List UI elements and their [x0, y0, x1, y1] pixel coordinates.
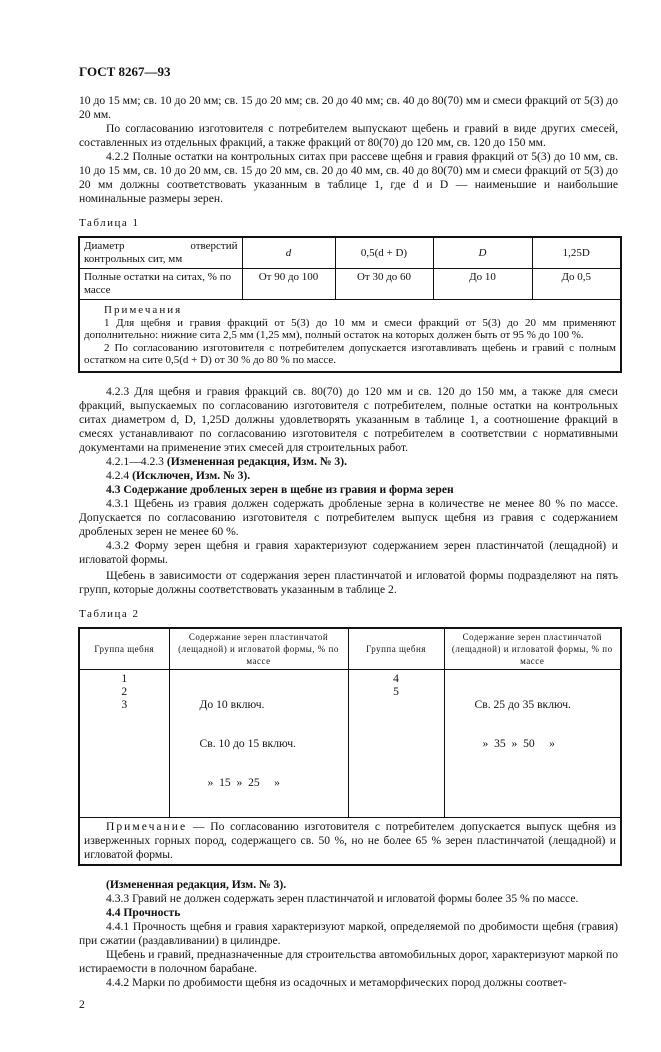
amendment-note: (Исключен, Изм. № 3).: [132, 468, 251, 482]
value: Св. 25 до 35 включ.: [474, 697, 571, 711]
clause-number: 4.2.4: [106, 468, 130, 482]
table-cell: До 10: [433, 269, 532, 300]
table-cell: От 30 до 60: [335, 269, 433, 300]
heading-text: 4.3 Содержание дробленых зерен в щебне из гравия и форма зерен: [106, 482, 454, 496]
table1-notes: [79, 300, 621, 372]
amendment-text: (Измененная редакция, Изм. № 3).: [106, 877, 287, 891]
amendment-note: [79, 878, 618, 892]
table-cell: [348, 669, 444, 817]
group: 3: [121, 697, 128, 711]
note-text: — По согласованию изготовителя с потребителем допускается выпуск щебня из изверженных горных пород, содержащего св. 50 %, но не более 65 % зерен пластинчатой (лещадной) и игловатой формы.: [84, 819, 616, 861]
table-2: [78, 627, 622, 866]
note-title: Примечание: [106, 819, 188, 833]
value: » 15 » 25 »: [207, 775, 280, 789]
paragraph: 4.3.1 Щебень из гравия должен содержать дробленые зерна в количестве не менее 80 % по массе. Допускается по согласованию изготовителя с потребителем выпуск щебня из гравия с содержанием дробленых зерен не менее 60 %.: [79, 496, 618, 538]
table-header: Группа щебня: [348, 628, 444, 670]
bottom-section: [79, 878, 618, 990]
paragraph: 4.4.2 Марки по дробимости щебня из осадочных и метаморфических пород должны соответ-: [106, 975, 567, 989]
paragraph: [79, 455, 618, 469]
table-cell: 1,25D: [532, 237, 621, 269]
table-cell: D: [433, 237, 532, 269]
value: » 35 » 50 »: [482, 736, 555, 750]
group: 5: [393, 684, 399, 698]
table-1: [78, 236, 622, 373]
section-heading: [79, 906, 618, 920]
middle-section: [79, 385, 618, 597]
note: 2 По согласованию изготовителя с потребителем допускается изготавливать щебень и гравий с полным остатком на сите 0,5(d + D) от 30 % до 80 % по массе.: [84, 341, 616, 366]
paragraph: Щебень в зависимости от содержания зерен пластинчатой и игловатой формы подразделяют на пять групп, которые должны соответствовать указанным в таблице 2.: [79, 568, 618, 596]
paragraph: 4.4.1 Прочность щебня и гравия характеризуют маркой, определяемой по дробимости щебня (гравия) при сжатии (раздавливании) в цилиндре.: [79, 919, 618, 947]
document-header: ГОСТ 8267—93: [79, 64, 171, 79]
value: До 10 включ.: [199, 697, 265, 711]
table1-caption: Таблица 1: [79, 217, 140, 229]
amendment-note: (Измененная редакция, Изм. № 3).: [166, 454, 347, 468]
table-cell: Диаметр отверстий контрольных сит, мм: [79, 237, 242, 269]
paragraph: 4.2.3 Для щебня и гравия фракций св. 80(70) до 120 мм и св. 120 до 150 мм, а также для смеси фракций, выпускаемых по согласованию изготовителя с потребителем, полные остатки на контрольных ситах диаметром d, D, 1,25D должны удовлетворять указанным в таблице 1, а соотношение фракций в смесях устанавливают по согласованию изготовителя с потребителем в соответствии с нормативными документами на применение этих смесей для строительных работ.: [79, 384, 618, 454]
paragraph: По согласованию изготовителя с потребителем выпускают щебень и гравий в виде других смесей, составленных из отдельных фракций, а также фракций от 80(70) до 120 мм, св. 120 до 150 мм.: [79, 122, 618, 149]
table-cell: [444, 669, 621, 817]
note: 1 Для щебня и гравия фракций от 5(3) до 10 мм и смеси фракций от 5(3) до 20 мм применяют дополнительно: нижние сита 2,5 мм (1,25 мм), полный остаток на которых должен быть от 95 % до 100 %.: [84, 316, 616, 341]
table-cell: До 0,5: [532, 269, 621, 300]
table2-note: [79, 817, 621, 865]
table-cell: [79, 669, 169, 817]
table-cell: От 90 до 100: [242, 269, 335, 300]
intro-section: [79, 94, 618, 206]
paragraph: 10 до 15 мм; св. 10 до 20 мм; св. 15 до 20 мм; св. 20 до 40 мм; св. 40 до 80(70) мм и смеси фракций от 5(3) до 20 мм.: [79, 94, 618, 121]
table-cell: d: [242, 237, 335, 269]
group: 2: [121, 684, 128, 698]
notes-title: Примечания: [104, 304, 183, 316]
clause-range: 4.2.1—4.2.3: [106, 454, 164, 468]
group: 4: [393, 671, 399, 685]
table-cell: 0,5(d + D): [335, 237, 433, 269]
table-header: Содержание зерен пластинчатой (лещадной) и игловатой формы, % по массе: [444, 628, 621, 670]
table-cell: [169, 669, 348, 817]
table2-caption: Таблица 2: [79, 607, 140, 620]
heading-text: 4.4 Прочность: [106, 905, 181, 919]
table-header: Содержание зерен пластинчатой (лещадной) и игловатой формы, % по массе: [169, 628, 348, 670]
value: Св. 10 до 15 включ.: [199, 736, 296, 750]
section-heading: [79, 483, 618, 497]
paragraph: [79, 469, 618, 483]
group: 1: [121, 671, 128, 685]
paragraph: Щебень и гравий, предназначенные для строительства автомобильных дорог, характеризуют маркой по истираемости в полочном барабане.: [79, 947, 618, 975]
paragraph: 4.3.2 Форму зерен щебня и гравия характеризуют содержанием зерен пластинчатой (лещадной) и игловатой формы.: [79, 538, 618, 566]
paragraph: 4.3.3 Гравий не должен содержать зерен пластинчатой и игловатой формы более 35 % по массе.: [106, 891, 579, 905]
table-header: Группа щебня: [79, 628, 169, 670]
page-number: 2: [79, 997, 85, 1011]
table-cell: Полные остатки на ситах, % по массе: [79, 269, 242, 300]
paragraph: 4.2.2 Полные остатки на контрольных ситах при рассеве щебня и гравия фракций от 5(3) до 10 мм, св. 10 до 15 мм, св. 10 до 20 мм, св. 15 до 20 мм, св. 20 до 40 мм, св. 40 до 80(70) мм и смеси фракций от 5(3) до 20 мм должны соответствовать указанным в таблице 1, где d и D — наименьшие и наибольшие номинальные размеры зерен.: [79, 150, 618, 205]
